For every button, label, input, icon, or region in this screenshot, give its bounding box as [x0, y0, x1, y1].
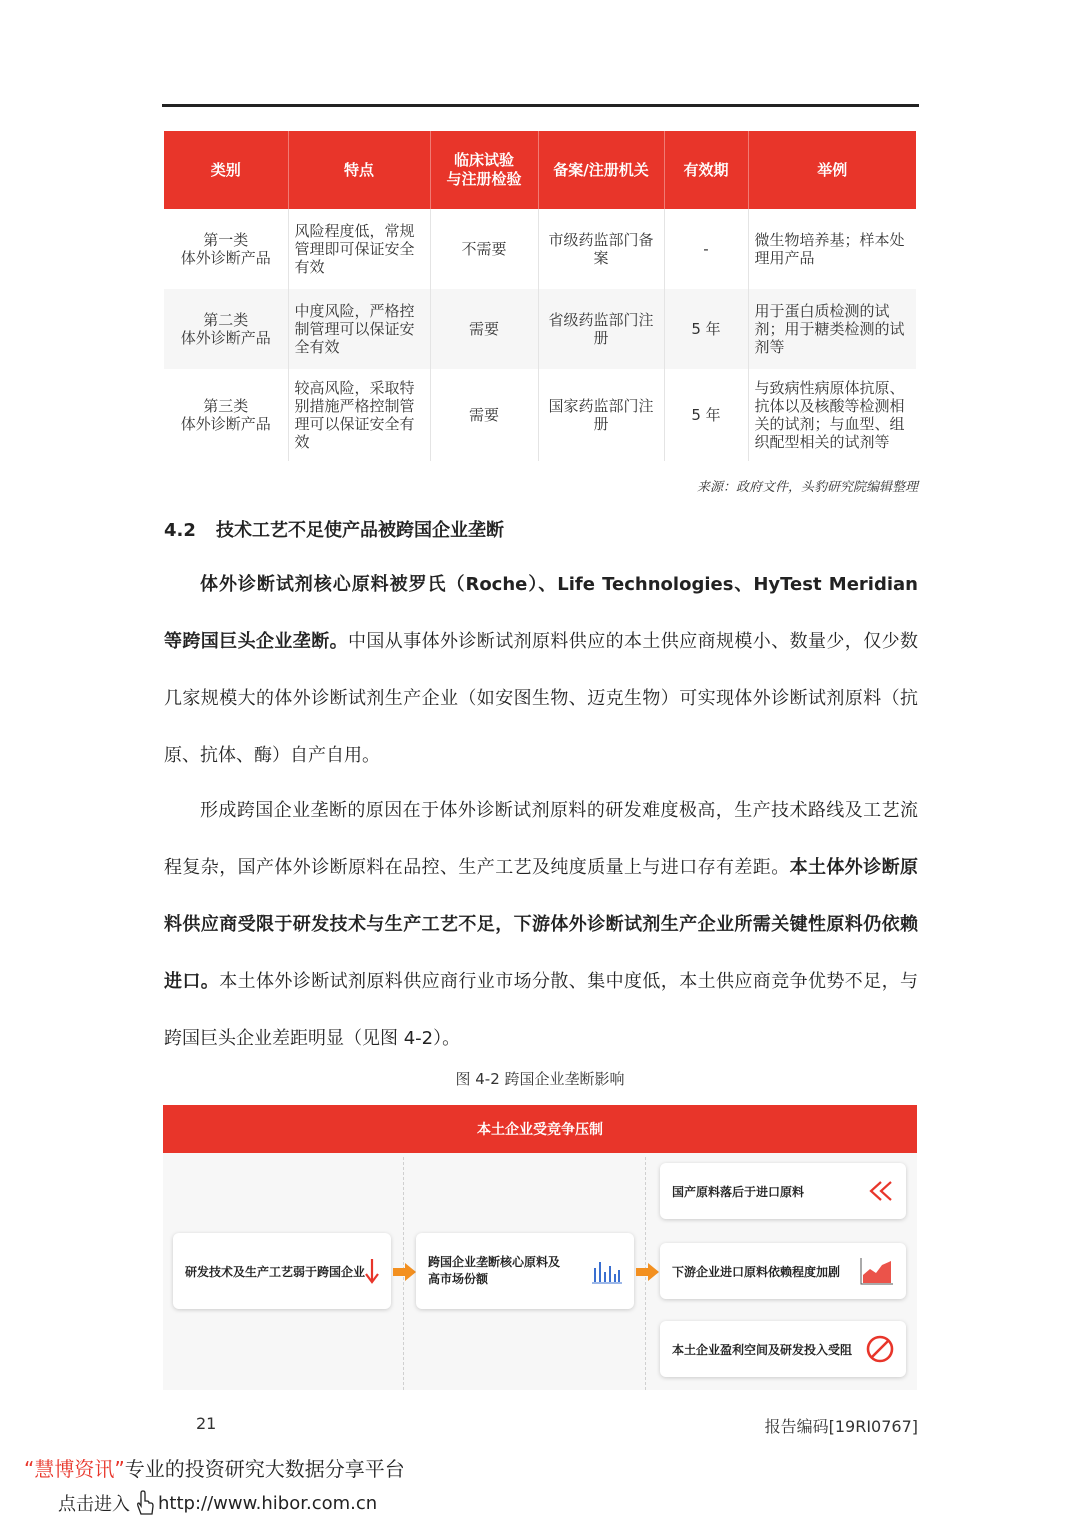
header-features: 特点: [288, 131, 430, 209]
table-source: 来源：政府文件，头豹研究院编辑整理: [696, 480, 918, 495]
diagram-header: 本土企业受竞争压制: [163, 1105, 917, 1153]
footer-brand: “慧博资讯”: [24, 1457, 125, 1481]
card-profit-blocked-label: 本土企业盈利空间及研发投入受阻: [672, 1342, 853, 1357]
paragraph-2-text-a: 形成跨国企业垄断的原因在于体外诊断试剂原料的研发难度极高，生产技术路线及工艺流程复杂，国产体外诊断原料在品控、生产工艺及纯度质量上与进口存有差距。: [164, 800, 918, 878]
header-clinical-trial: 临床试验 与注册检验: [430, 131, 538, 209]
footer-link-row[interactable]: [58, 1490, 377, 1516]
cell-features: 风险程度低，常规管理即可保证安全有效: [288, 209, 430, 289]
report-code: 报告编码[19RI0767]: [764, 1417, 918, 1436]
card-domestic-lag: [660, 1163, 906, 1219]
header-examples: 举例: [748, 131, 916, 209]
paragraph-2: [164, 782, 918, 1067]
bar-chart-icon: [592, 1258, 622, 1284]
monopoly-impact-diagram: [163, 1105, 917, 1390]
paragraph-1-bold: 体外诊断试剂核心原料被罗氏（Roche）、Life Technologies、HyTest Meridian 等跨国巨头企业垄断。: [164, 574, 918, 652]
card-profit-blocked: [660, 1321, 906, 1377]
top-rule: [162, 104, 919, 107]
prohibited-icon: [866, 1335, 894, 1363]
paragraph-2-bold: 本土体外诊断原料供应商受限于研发技术与生产工艺不足，下游体外诊断试剂生产企业所需关键性原料仍依赖进口。: [164, 857, 919, 992]
page-number: 21: [196, 1414, 217, 1433]
cell-features: 较高风险，采取特别措施严格控制管理可以保证安全有效: [288, 369, 430, 461]
cell-category: 第一类 体外诊断产品: [164, 209, 288, 289]
cell-validity: 5 年: [664, 289, 748, 369]
table-row: [164, 289, 916, 369]
paragraph-1: [164, 556, 918, 784]
card-import-dependence-label: 下游企业进口原料依赖程度加剧: [672, 1264, 841, 1279]
cell-category: 第二类 体外诊断产品: [164, 289, 288, 369]
cell-authority: 省级药监部门注册: [538, 289, 664, 369]
figure-caption: 图 4-2 跨国企业垄断影响: [455, 1070, 625, 1088]
paragraph-2-text-b: 本土体外诊断试剂原料供应商行业市场分散、集中度低，本土供应商竞争优势不足，与跨国巨头企业差距明显（见图 4-2）。: [164, 971, 918, 1049]
table-header-row: [164, 131, 916, 209]
cell-examples: 用于蛋白质检测的试剂；用于糖类检测的试剂等: [748, 289, 916, 369]
section-number: 4.2: [164, 520, 196, 541]
card-weak-rd: [173, 1233, 391, 1309]
section-title: 技术工艺不足使产品被跨国企业垄断: [216, 520, 504, 541]
cell-features: 中度风险，严格控制管理可以保证安全有效: [288, 289, 430, 369]
arrow-down-icon: [365, 1258, 379, 1284]
cell-clinical: 需要: [430, 289, 538, 369]
table-row: [164, 369, 916, 461]
footer-slogan: [24, 1453, 405, 1482]
header-authority: 备案/注册机关: [538, 131, 664, 209]
footer-url-link[interactable]: http://www.hibor.com.cn: [158, 1492, 378, 1514]
header-validity: 有效期: [664, 131, 748, 209]
cell-authority: 国家药监部门注册: [538, 369, 664, 461]
flow-arrow-icon: [393, 1263, 417, 1281]
cell-examples: 微生物培养基；样本处理用产品: [748, 209, 916, 289]
card-monopoly-label: 跨国企业垄断核心原料及高市场份额: [428, 1255, 561, 1286]
header-category: 类别: [164, 131, 288, 209]
cell-authority: 市级药监部门备案: [538, 209, 664, 289]
footer-slogan-text: 专业的投资研究大数据分享平台: [124, 1457, 405, 1481]
cell-validity: 5 年: [664, 369, 748, 461]
card-monopoly: [416, 1233, 634, 1309]
ivd-classification-table: [164, 131, 916, 461]
cell-examples: 与致病性病原体抗原、抗体以及核酸等检测相关的试剂；与血型、组织配型相关的试剂等: [748, 369, 916, 461]
cell-validity: -: [664, 209, 748, 289]
cell-clinical: 不需要: [430, 209, 538, 289]
flow-arrow-icon: [636, 1263, 660, 1281]
card-import-dependence: [660, 1243, 906, 1299]
area-chart-icon: [860, 1257, 894, 1285]
cell-category: 第三类 体外诊断产品: [164, 369, 288, 461]
pointer-hand-icon: [134, 1490, 154, 1516]
footer-click-label: 点击进入: [58, 1494, 130, 1515]
card-domestic-lag-label: 国产原料落后于进口原料: [672, 1184, 805, 1199]
card-weak-rd-label: 研发技术及生产工艺弱于跨国企业: [185, 1264, 366, 1279]
table-row: [164, 209, 916, 289]
cell-clinical: 需要: [430, 369, 538, 461]
double-chevron-left-icon: [868, 1180, 894, 1202]
paragraph-1-text: 中国从事体外诊断试剂原料供应的本土供应商规模小、数量少，仅少数几家规模大的体外诊断试剂生产企业（如安图生物、迈克生物）可实现体外诊断试剂原料（抗原、抗体、酶）自产自用。: [164, 631, 918, 766]
section-heading: [164, 516, 504, 542]
